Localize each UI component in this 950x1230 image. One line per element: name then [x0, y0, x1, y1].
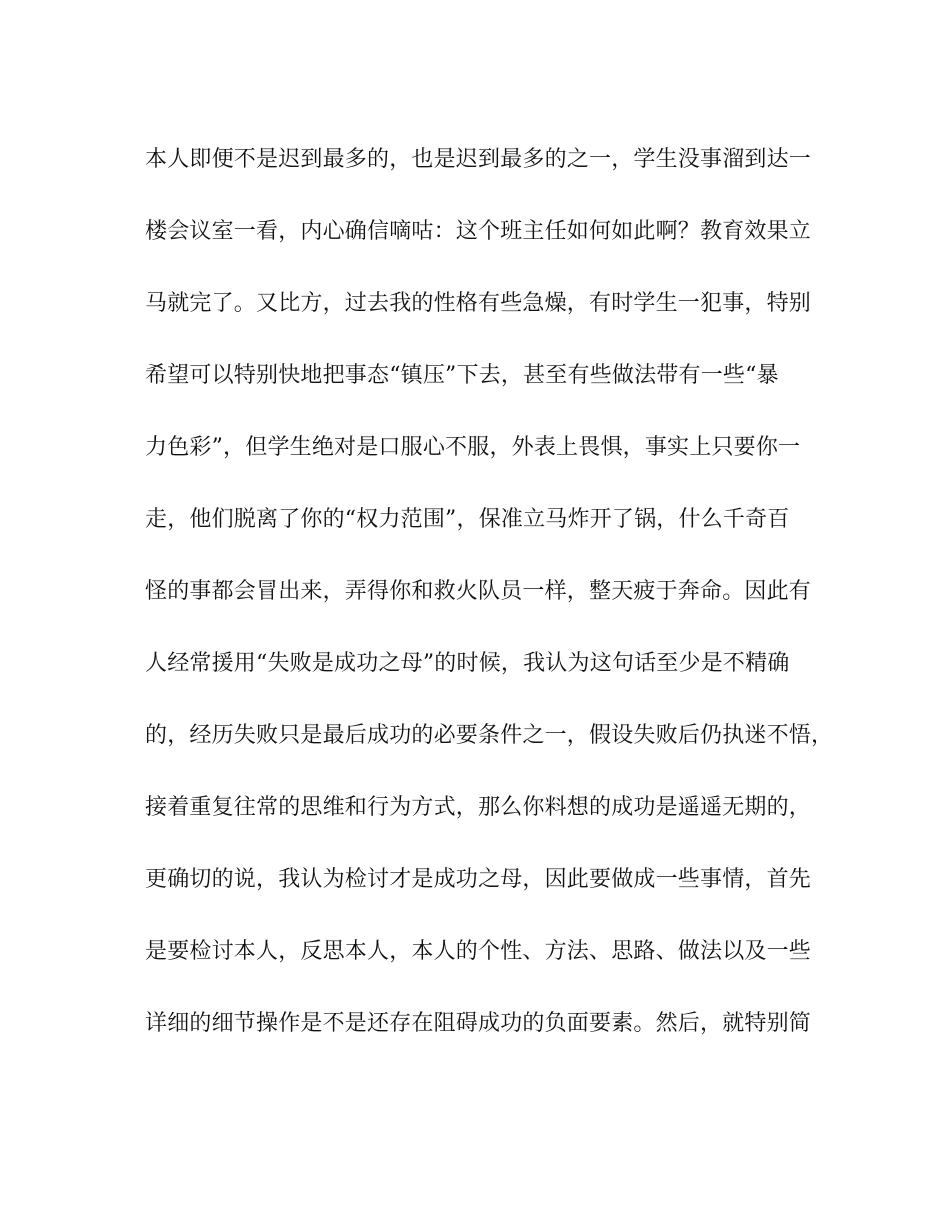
text-line: 人经常援用“失败是成功之母”的时候，我认为这句话至少是不精确	[145, 651, 790, 676]
text-line: 楼会议室一看，内心确信嘀咕：这个班主任如何如此啊？教育效果立	[145, 219, 812, 244]
text-line: 希望可以特别快地把事态“镇压”下去，甚至有些做法带有一些“暴	[145, 363, 779, 388]
text-line: 更确切的说，我认为检讨才是成功之母，因此要做成一些事情，首先	[145, 867, 812, 892]
text-line: 马就完了。又比方，过去我的性格有些急燥，有时学生一犯事，特别	[145, 291, 812, 316]
text-line: 走，他们脱离了你的“权力范围”，保准立马炸开了锅，什么千奇百	[145, 507, 790, 532]
text-line: 力色彩”，但学生绝对是口服心不服，外表上畏惧，事实上只要你一	[145, 435, 801, 460]
text-line: 详细的细节操作是不是还存在阻碍成功的负面要素。然后，就特别简	[145, 1011, 812, 1036]
body-text	[145, 137, 834, 1073]
text-line: 是要检讨本人，反思本人，本人的个性、方法、思路、做法以及一些	[145, 939, 812, 964]
text-line: 本人即便不是迟到最多的，也是迟到最多的之一，学生没事溜到达一	[145, 147, 812, 172]
text-line: 怪的事都会冒出来，弄得你和救火队员一样，整天疲于奔命。因此有	[145, 579, 812, 604]
text-line: 接着重复往常的思维和行为方式，那么你料想的成功是遥遥无期的，	[145, 795, 812, 820]
text-line: 的，经历失败只是最后成功的必要条件之一，假设失败后仍执迷不悟，	[145, 723, 834, 748]
